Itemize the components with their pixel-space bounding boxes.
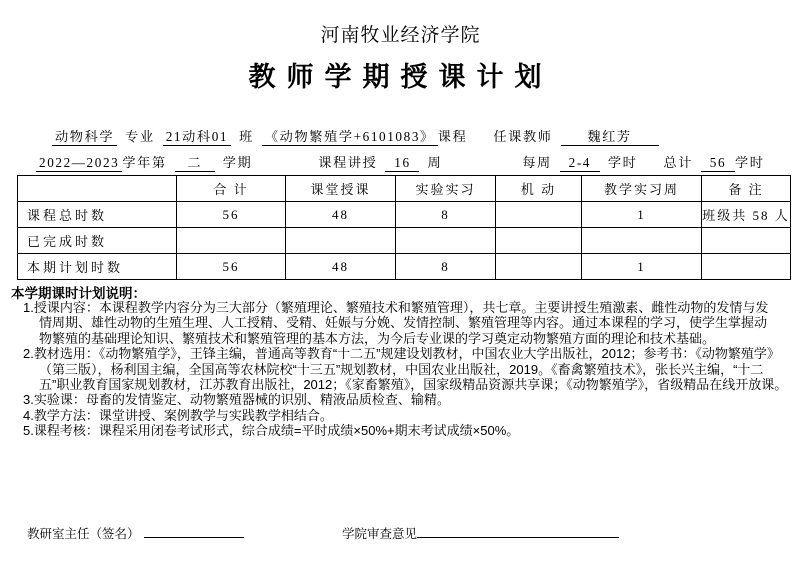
- academic-year-label: 学年第: [122, 155, 167, 170]
- row-label-completed-hours: 已完成时数: [18, 228, 177, 254]
- director-signature-label: 教研室主任（签名）: [27, 527, 140, 541]
- row-label-planned-hours: 本期计划时数: [18, 254, 177, 280]
- class-value: 21动科01: [163, 126, 231, 146]
- academic-year-value: 2022—2023: [36, 155, 122, 172]
- note-line: 《动物繁殖学》，王锋主编，普通高等教育“十二五”规建设划教材，中国农业大学出版社，2012；参考书：《动物繁殖学》: [98, 346, 780, 362]
- per-week-label: 每周: [522, 155, 552, 170]
- note-line: 情周期、雄性动物的生殖生理、人工授精、受精、妊娠与分娩、发情控制、繁殖管理等内容。通过本课程的学习，使学生掌握动: [39, 315, 768, 331]
- teacher-label: 任课教师: [493, 129, 553, 144]
- cell-lecture: [286, 228, 396, 254]
- note-lead: 1.授课内容：: [23, 300, 99, 315]
- meta-row-term: [36, 152, 765, 172]
- teach-weeks-value: 16: [385, 155, 419, 172]
- school-name: 河南牧业经济学院: [320, 25, 481, 46]
- teacher-value: 魏红芳: [561, 126, 659, 146]
- note-item: [11, 300, 791, 346]
- page-title: 教师学期授课计划: [248, 62, 553, 92]
- cell-lecture: 48: [286, 254, 396, 280]
- column-header-lecture: 课堂授课: [286, 176, 396, 202]
- row-label-total-hours: 课程总时数: [18, 202, 177, 228]
- note-line: 五”职业教育国家规划教材，江苏教育出版社，2012；《家畜繁殖》，国家级精品资源共享课；《动物繁殖学》，省级精品在线开放课。: [39, 377, 788, 393]
- cell-practice-week: 1: [582, 202, 702, 228]
- college-review-field: [342, 524, 619, 542]
- course-value: 《动物繁殖学+6101083》: [262, 126, 438, 146]
- table-row: [18, 228, 791, 254]
- total-label: 总计: [663, 155, 693, 170]
- college-review-line[interactable]: [417, 526, 619, 538]
- teach-weeks-unit: 周: [427, 155, 443, 170]
- note-lead: 4.教学方法：: [23, 407, 99, 423]
- note-lead: 2.教材选用：: [23, 346, 99, 362]
- cell-lecture: 48: [286, 202, 396, 228]
- cell-flex: [496, 228, 582, 254]
- college-review-label: 学院审查意见: [342, 527, 418, 541]
- note-line: 课堂讲授、案例教学与实践教学相结合。: [98, 407, 333, 423]
- note-lead: 5.课程考核：: [23, 423, 99, 439]
- teach-weeks-label: 课程讲授: [318, 155, 378, 170]
- major-value: 动物科学: [52, 126, 117, 146]
- notes-title: 本学期课时计划说明：: [11, 286, 146, 301]
- note-line: 本课程教学内容分为三大部分（繁殖理论、繁殖技术和繁殖管理），共七章。主要讲授生殖激素、雌性动物的发情与发: [98, 300, 769, 315]
- cell-lab: 8: [396, 202, 496, 228]
- term-label: 学期: [222, 155, 253, 170]
- document-page: [0, 20, 801, 582]
- notes-list: [11, 300, 791, 439]
- note-item: [11, 346, 791, 392]
- column-header-blank: [18, 176, 177, 202]
- table-row: [18, 202, 791, 228]
- cell-practice-week: [582, 228, 702, 254]
- cell-flex: [496, 202, 582, 228]
- total-value: 56: [701, 155, 735, 172]
- column-header-flex: 机 动: [496, 176, 582, 202]
- cell-remark: [702, 228, 791, 254]
- column-header-total: 合 计: [177, 176, 286, 202]
- cell-lab: [396, 228, 496, 254]
- cell-total: 56: [177, 202, 286, 228]
- per-week-value: 2-4: [560, 155, 600, 172]
- cell-lab: 8: [396, 254, 496, 280]
- column-header-remark: 备 注: [702, 176, 791, 202]
- cell-flex: [496, 254, 582, 280]
- director-signature-field: [27, 524, 244, 542]
- director-signature-line[interactable]: [144, 526, 244, 538]
- note-lead: 3.实验课：: [23, 392, 86, 408]
- note-item: [11, 392, 791, 407]
- cell-total: [177, 228, 286, 254]
- note-line: 课程采用闭卷考试形式，综合成绩=平时成绩×50%+期末考试成绩×50%。: [98, 423, 520, 439]
- table-header-row: [18, 176, 791, 202]
- meta-row-major: [52, 126, 659, 146]
- table-row: [18, 254, 791, 280]
- note-line: 物繁殖的基础理论知识、繁殖技术和繁殖管理的基本方法，为今后专业课的学习奠定动物繁殖方面的理论和技术基础。: [39, 330, 716, 346]
- cell-practice-week: 1: [582, 254, 702, 280]
- note-line: 母畜的发情鉴定、动物繁殖器械的识别、精液品质检查、输精。: [85, 392, 450, 408]
- note-item: [11, 408, 791, 423]
- column-header-practice-week: 教学实习周: [582, 176, 702, 202]
- term-value: 二: [175, 152, 215, 172]
- class-label: 班: [239, 129, 254, 144]
- course-label: 课程: [437, 129, 468, 144]
- total-unit: 学时: [734, 155, 765, 170]
- hours-plan-table: [17, 175, 791, 280]
- cell-total: 56: [177, 254, 286, 280]
- cell-remark: 班级共 58 人: [702, 202, 791, 228]
- major-label: 专业: [125, 129, 155, 144]
- column-header-lab: 实验实习: [396, 176, 496, 202]
- cell-remark: [702, 254, 791, 280]
- per-week-unit: 学时: [607, 155, 638, 170]
- note-item: [11, 423, 791, 438]
- note-line: （第三版），杨利国主编，全国高等农林院校“十三五”规划教材，中国农业出版社，2019。《畜禽繁殖技术》，张长兴主编，“十二: [39, 361, 764, 377]
